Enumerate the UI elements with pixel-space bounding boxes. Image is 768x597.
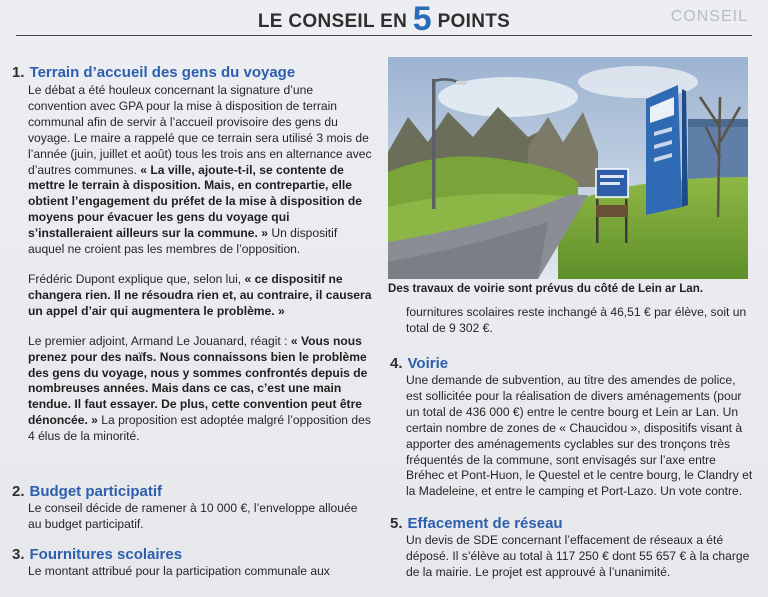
section-1-paragraph-3 [12, 334, 374, 445]
section-1-heading [12, 64, 374, 82]
s1-p2-intro: Frédéric Dupont explique que, selon lui, [28, 271, 242, 286]
section-5-heading [390, 515, 754, 533]
section-2-text: Le conseil décide de ramener à 10 000 €, l’enveloppe allouée au budget participatif. [28, 501, 358, 531]
s1-p1-intro: Le débat a été houleux concernant la signature d’une convention avec GPA pour la mise à disposition de terrain communal afin de servir à l’accueil provisoire des gens du voyage. Le maire a rappelé que ce terrain sera utilisé 3 mois de l’année (juin, juillet et août) tous les trois ans en alternance avec d’autres communes. [28, 83, 372, 177]
section-5-text: Un devis de SDE concernant l’effacement de réseaux a été déposé. Il s’élève au total à 117 250 € dont 55 657 € à la charge de la mairie. Le projet est approuvé à l’unanimité. [406, 533, 750, 579]
section-2 [12, 483, 374, 533]
s1-p3-intro: Le premier adjoint, Armand Le Jouanard, réagit : [28, 333, 288, 348]
section-4-title: Voirie [407, 355, 449, 372]
headline-prefix: LE CONSEIL EN [257, 11, 408, 32]
section-2-heading [12, 483, 374, 501]
section-3-number: 3. [12, 546, 25, 563]
road-photo-illustration [388, 57, 748, 279]
bleed-through-text: CONSEIL [670, 8, 748, 25]
section-4-heading [390, 355, 754, 373]
photo-caption: Des travaux de voirie sont prévus du côté de Lein ar Lan. [388, 282, 704, 295]
section-5-title: Effacement de réseau [407, 515, 563, 532]
section-4 [390, 355, 754, 500]
section-5 [390, 515, 754, 581]
section-3 [12, 546, 374, 580]
section-3-text-start: Le montant attribué pour la participation communale aux [28, 564, 330, 578]
headline-suffix: POINTS [437, 11, 511, 32]
article-headline [0, 0, 768, 38]
section-2-title: Budget participatif [29, 483, 163, 500]
headline-rule [16, 35, 752, 36]
section-5-number: 5. [390, 515, 403, 532]
section-1-paragraph-2 [12, 272, 374, 320]
headline-number: 5 [412, 0, 432, 38]
road-photo [388, 57, 748, 279]
s1-p3-quote: « Vous nous prenez pour des naïfs. Nous connaissons bien le problème des gens du voyage, nous y sommes confrontés depuis de nombreuses années. Mais dans ce cas, c’est une main tendue. Il faut essayer. De plus, cette convention peut être dénoncée. » [28, 333, 368, 428]
section-1 [12, 64, 374, 445]
section-1-title: Terrain d’accueil des gens du voyage [29, 64, 296, 81]
s1-p2-quote: « ce dispositif ne changera rien. Il ne résoudra rien et, au contraire, il causera un appel d’air qui augmentera le problème. » [28, 271, 372, 318]
s1-p1-quote: « La ville, ajoute-t-il, se contente de mettre le terrain à disposition. Mais, en contrepartie, elle obtient l’engagement du préfet de la mise à disposition de moyens pour évacuer les gens du voyage qui s’installeraient ailleurs sur la commune. » [28, 162, 362, 241]
s1-p3-end: La proposition est adoptée malgré l’opposition des 4 élus de la minorité. [28, 413, 371, 444]
s1-p1-end: Un dispositif auquel ne croient pas les membres de l’opposition. [28, 226, 338, 257]
section-1-paragraph-1 [12, 83, 374, 258]
section-3-title: Fournitures scolaires [29, 546, 183, 563]
section-4-number: 4. [390, 355, 403, 372]
section-3-text-end: fournitures scolaires reste inchangé à 46,51 € par élève, soit un total de 9 302 €. [406, 305, 747, 335]
section-2-number: 2. [12, 483, 25, 500]
section-1-number: 1. [12, 64, 25, 81]
section-3-heading [12, 546, 374, 564]
section-4-text: Une demande de subvention, au titre des amendes de police, est sollicitée pour la réalisation de divers aménagements (pour un total de 436 000 €) entre le centre bourg et Lein ar Lan. Un certain nombre de zones de « Chaucidou », dispositifs visant à apporter des aménagements cyclables sur des tronçons très fréquentés de la commune, sont envisagés sur l’axe entre Bréhec et Pont-Huon, le Questel et le centre bourg, le Clandry et la Madeleine, et entre le camping et Port-Lazo. Un vote contre. [406, 373, 753, 499]
